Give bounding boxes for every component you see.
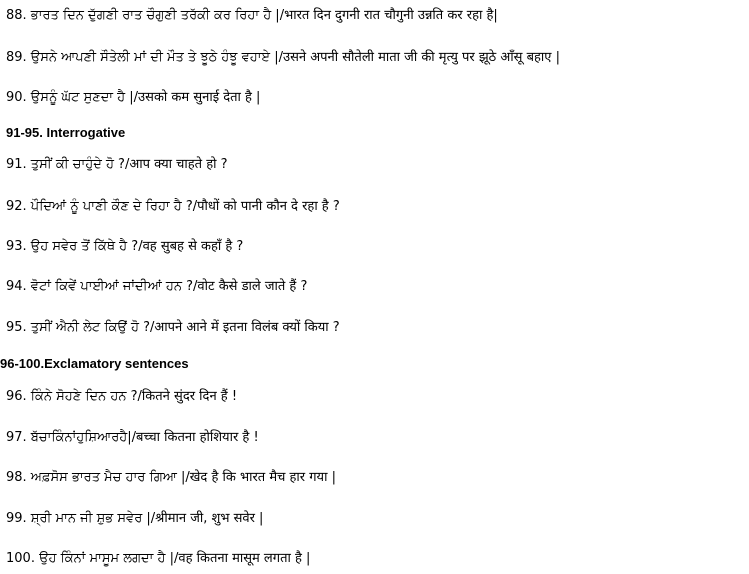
sentence-94: 94. ਵੋਟਾਂ ਕਿਵੇਂ ਪਾਈਆਂ ਜਾਂਦੀਆਂ ਹਨ ?/वोट कैसे डाले जाते हैं ? — [6, 279, 308, 294]
sentence-91: 91. ਤੁਸੀਂ ਕੀ ਚਾਹੁੰਦੇ ਹੋ ?/आप क्या चाहते हो ? — [6, 157, 228, 172]
sentence-97: 97. ਬੱਚਾਕਿੰਨਾਂਹੁਸ਼ਿਆਰਹੈ|/बच्चा कितना होशियार है ! — [6, 430, 259, 445]
section-heading-exclamatory: 96-100.Exclamatory sentences — [0, 356, 189, 371]
sentence-90: 90. ਉਸਨੂੰ ਘੱਟ ਸੁਣਦਾ ਹੈ |/उसको कम सुनाई देता है | — [6, 90, 261, 105]
sentence-96: 96. ਕਿੰਨੇ ਸੋਹਣੇ ਦਿਨ ਹਨ ?/कितने सुंदर दिन हैं ! — [6, 389, 238, 404]
sentence-89: 89. ਉਸਨੇ ਆਪਣੀ ਸੌਤੇਲੀ ਮਾਂ ਦੀ ਮੌਤ ਤੇ ਝੂਠੇ ਹੰਝੂ ਵਹਾਏ |/उसने अपनी सौतेली माता जी की मृत्यु पर झूठे आँसू बहाए | — [6, 50, 560, 65]
sentence-88: 88. ਭਾਰਤ ਦਿਨ ਦੁੱਗਣੀ ਰਾਤ ਚੌਗੁਣੀ ਤਰੱਕੀ ਕਰ ਰਿਹਾ ਹੈ |/भारत दिन दुगनी रात चौगुनी उन्नति कर रहा है| — [6, 8, 498, 23]
sentence-100: 100. ਉਹ ਕਿੰਨਾਂ ਮਾਸੂਮ ਲਗਦਾ ਹੈ |/वह कितना मासूम लगता है | — [6, 551, 311, 566]
section-heading-interrogative: 91-95. Interrogative — [6, 125, 126, 140]
sentence-98: 98. ਅਫ਼ਸੋਸ ਭਾਰਤ ਮੈਚ ਹਾਰ ਗਿਆ |/खेद है कि भारत मैच हार गया | — [6, 470, 336, 485]
sentence-99: 99. ਸ਼੍ਰੀ ਮਾਨ ਜੀ ਸ਼ੁਭ ਸਵੇਰ |/श्रीमान जी, शुभ सवेर | — [6, 511, 264, 526]
sentence-93: 93. ਉਹ ਸਵੇਰ ਤੋਂ ਕਿੱਥੇ ਹੈ ?/वह सुबह से कहाँ है ? — [6, 239, 244, 254]
sentence-92: 92. ਪੌਦਿਆਂ ਨੂੰ ਪਾਣੀ ਕੌਣ ਦੇ ਰਿਹਾ ਹੈ ?/पौधों को पानी कौन दे रहा है ? — [6, 199, 340, 214]
sentence-95: 95. ਤੁਸੀਂ ਐਨੀ ਲੇਟ ਕਿਉਂ ਹੋ ?/आपने आने में इतना विलंब क्यों किया ? — [6, 320, 340, 335]
